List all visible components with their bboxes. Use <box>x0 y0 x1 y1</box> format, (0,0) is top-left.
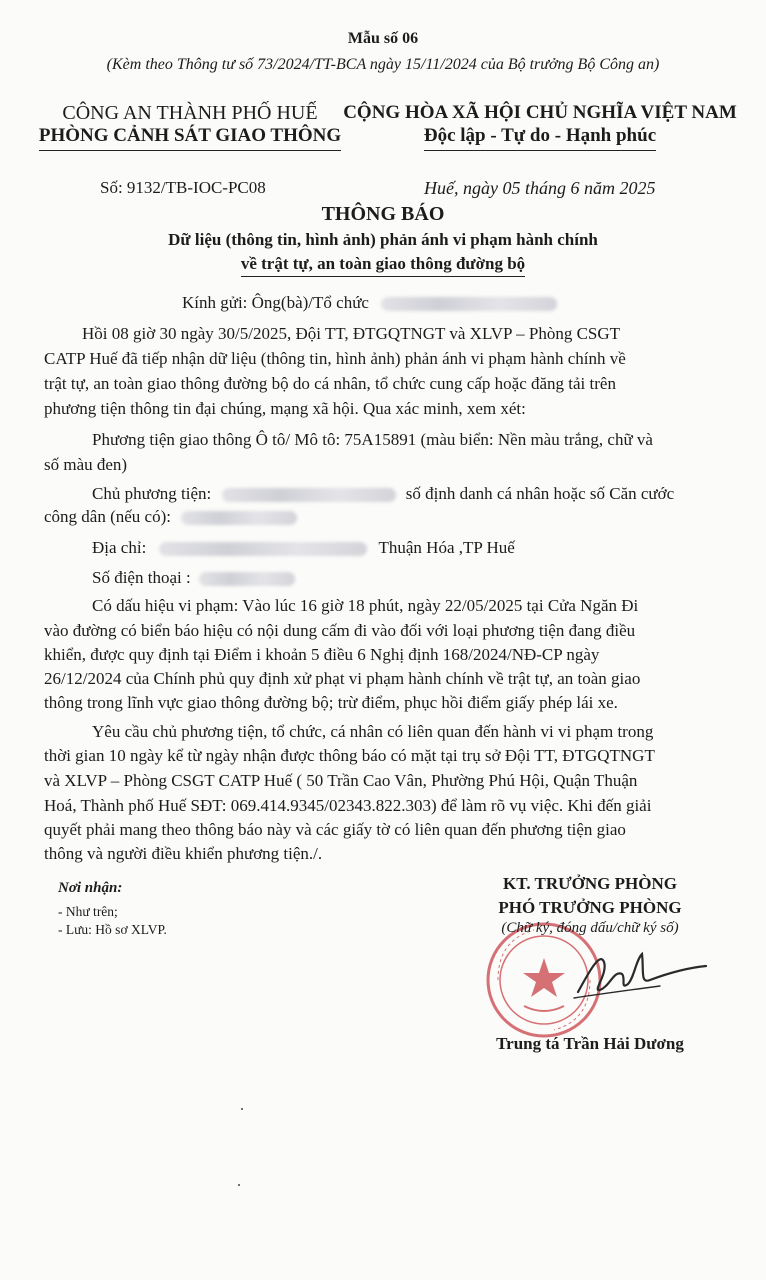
address-line <box>92 536 515 560</box>
request-line-6: thông và người điều khiển phương tiện./. <box>44 844 323 863</box>
violation-line-1: Có dấu hiệu vi phạm: Vào lúc 16 giờ 18 phút, ngày 22/05/2025 tại Cửa Ngăn Đi <box>92 596 639 615</box>
phone-label: Số điện thoại : <box>92 568 191 587</box>
id-label: công dân (nếu có): <box>44 507 171 526</box>
violation-line-3: khiển, được quy định tại Điểm i khoản 5 điều 6 Nghị định 168/2024/NĐ-CP ngày <box>44 645 600 664</box>
vehicle-line-1: Phương tiện giao thông Ô tô/ Mô tô: 75A15891 (màu biển: Nền màu trắng, chữ và <box>92 430 653 449</box>
recipient-label: Kính gửi: Ông(bà)/Tổ chức <box>182 293 369 312</box>
form-number: Mẫu số 06 <box>347 30 419 47</box>
p1-line-4: phương tiện thông tin đại chúng, mạng xã hội. Qua xác minh, xem xét: <box>44 399 526 418</box>
agency-name-text: PHÒNG CẢNH SÁT GIAO THÔNG <box>39 125 341 151</box>
motto <box>340 125 740 151</box>
violation-line-4: 26/12/2024 của Chính phủ quy định xử phạt vi phạm hành chính về trật tự, an toàn giao <box>44 669 641 688</box>
phone-line <box>92 566 295 590</box>
motto-text: Độc lập - Tự do - Hạnh phúc <box>424 125 656 151</box>
owner-label: Chủ phương tiện: <box>92 484 212 503</box>
nation-name: CỘNG HÒA XÃ HỘI CHỦ NGHĨA VIỆT NAM <box>343 102 737 123</box>
request-line-2: thời gian 10 ngày kể từ ngày nhận được thông báo có mặt tại trụ sở Đội TT, ĐTGQTNGT <box>44 746 655 765</box>
address-tail: Thuận Hóa ,TP Huế <box>378 538 515 557</box>
redacted-id <box>181 511 297 525</box>
signature-title-1: KT. TRƯỞNG PHÒNG <box>503 874 677 893</box>
document-date: Huế, ngày 05 tháng 6 năm 2025 <box>424 178 656 198</box>
document-title: THÔNG BÁO <box>321 203 445 225</box>
p1-line-3: trật tự, an toàn giao thông đường bộ do cá nhân, tổ chức cung cấp hoặc đăng tải trên <box>44 374 616 393</box>
agency-top: CÔNG AN THÀNH PHỐ HUẾ <box>62 102 318 124</box>
request-line-4: Hoá, Thành phố Huế SĐT: 069.414.9345/02343.822.303) để làm rõ vụ việc. Khi đến giải <box>44 796 652 815</box>
vehicle-line-2: số màu đen) <box>44 455 128 474</box>
recipients-label: Nơi nhận: <box>58 880 123 896</box>
p1-line-2: CATP Huế đã tiếp nhận dữ liệu (thông tin, hình ảnh) phản ánh vi phạm hành chính về <box>44 349 626 368</box>
recipient-line <box>182 291 557 315</box>
recipient-item-1: - Như trên; <box>58 904 118 919</box>
recipient-item-2: - Lưu: Hồ sơ XLVP. <box>58 922 167 937</box>
signature-title-2: PHÓ TRƯỞNG PHÒNG <box>498 898 682 917</box>
signer-name: Trung tá Trần Hải Dương <box>496 1034 684 1053</box>
owner-tail: số định danh cá nhân hoặc số Căn cước <box>405 484 675 503</box>
address-label: Địa chỉ: <box>92 538 147 557</box>
attached-note: (Kèm theo Thông tư số 73/2024/TT-BCA ngày 15/11/2024 của Bộ trưởng Bộ Công an) <box>106 56 660 73</box>
redacted-phone <box>199 572 295 586</box>
agency-name <box>30 125 350 151</box>
p1-line-1: Hồi 08 giờ 30 ngày 30/5/2025, Đội TT, ĐTGQTNGT và XLVP – Phòng CSGT <box>82 324 621 343</box>
redacted-owner <box>222 488 396 502</box>
scan-speck <box>238 1184 240 1186</box>
document-subtitle-1: Dữ liệu (thông tin, hình ảnh) phản ánh vi phạm hành chính <box>168 230 598 249</box>
owner-line <box>92 482 674 506</box>
violation-line-2: vào đường có biển báo hiệu có nội dung cấm đi vào đối với loại phương tiện đang điều <box>44 621 636 640</box>
signature-note: (Chữ ký, đóng dấu/chữ ký số) <box>501 920 679 936</box>
subtitle-2-text: về trật tự, an toàn giao thông đường bộ <box>241 254 525 277</box>
document-number: Số: 9132/TB-IOC-PC08 <box>100 178 266 197</box>
request-line-5: quyết phải mang theo thông báo này và các giấy tờ có liên quan đến phương tiện giao <box>44 820 626 839</box>
violation-line-5: thông trong lĩnh vực giao thông đường bộ; trừ điểm, phục hồi điểm giấy phép lái xe. <box>44 693 618 712</box>
handwritten-signature <box>570 940 710 1010</box>
redacted-address <box>159 542 367 556</box>
redacted-recipient <box>381 297 557 311</box>
document-subtitle-2 <box>0 254 766 277</box>
id-line <box>44 505 297 529</box>
request-line-1: Yêu cầu chủ phương tiện, tổ chức, cá nhân có liên quan đến hành vi vi phạm trong <box>92 722 654 741</box>
request-line-3: và XLVP – Phòng CSGT CATP Huế ( 50 Trần Cao Vân, Phường Phú Hội, Quận Thuận <box>44 771 638 790</box>
scan-speck <box>241 1108 243 1110</box>
